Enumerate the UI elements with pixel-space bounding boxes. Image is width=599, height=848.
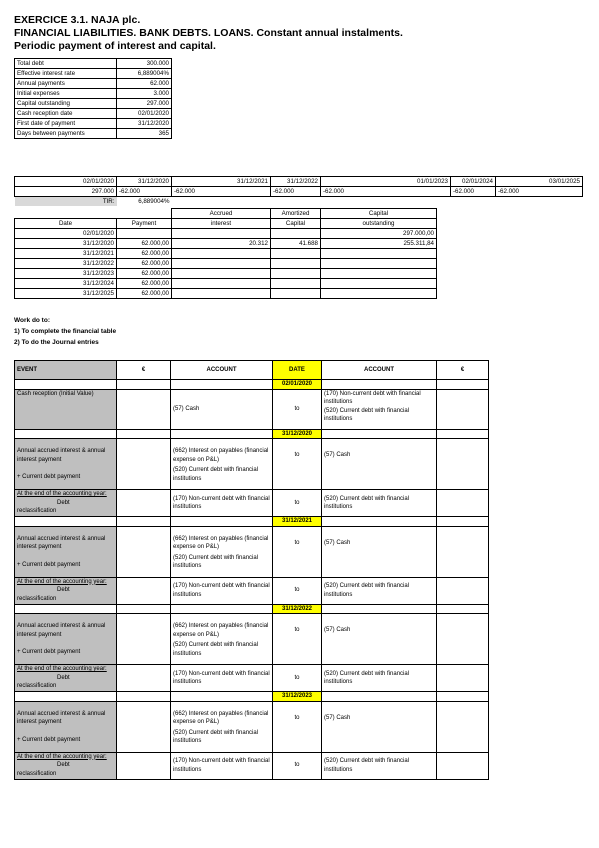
reclassification-row [15, 577, 489, 604]
cash-account: (57) Cash [324, 627, 351, 633]
annual-event [15, 439, 117, 490]
reclassification-row [15, 490, 489, 517]
reclass-label-1: At the end of the accounting year: [17, 578, 107, 585]
reclass-label-1: At the end of the accounting year: [17, 666, 107, 672]
current-debt-payment-label: + Current debt payment [17, 474, 81, 480]
reclass-label-1: At the end of the accounting year: [17, 491, 107, 497]
cashflow-date: 31/12/2020 [117, 177, 172, 187]
parameter-value: 365 [117, 129, 172, 139]
row-amortized[interactable]: 41.688 [271, 239, 321, 249]
cashflow-date: 31/12/2022 [271, 177, 321, 187]
parameter-label: Cash reception date [15, 109, 117, 119]
reclassification-event [15, 665, 117, 692]
header-capital: Capital [321, 209, 437, 219]
cash-reception-event: Cash reception (Initial Value) [15, 389, 117, 429]
current-debt-payment-label: + Current debt payment [17, 649, 81, 655]
cash-credit-current: (520) Current debt with financial institutions [324, 407, 410, 422]
reclassification-event [15, 577, 117, 604]
noncurrent-account: (170) Non-current debt with financial institutions [171, 577, 273, 604]
cash-account: (57) Cash [324, 452, 351, 458]
annual-event-label: Annual accrued interest & annual interest payment [17, 448, 106, 463]
journal-date-initial: 02/01/2020 [273, 380, 322, 390]
parameter-value: 6,889004% [117, 69, 172, 79]
current-account: (520) Current debt with financial institutions [322, 752, 437, 779]
current-debt-account: (520) Current debt with financial institutions [173, 467, 259, 482]
financial-row [15, 229, 437, 239]
work-item-1: 1) To complete the financial table [14, 328, 117, 335]
row-date: 31/12/2024 [15, 279, 117, 289]
row-amortized[interactable] [271, 289, 321, 299]
header-euro-debit: € [117, 361, 171, 380]
credit-accounts [322, 526, 437, 577]
reclass-label-2: Debt [57, 587, 70, 593]
annual-event [15, 526, 117, 577]
parameter-row [15, 59, 172, 69]
row-capital[interactable]: 297.000,00 [321, 229, 437, 239]
annual-payment-row [15, 701, 489, 752]
journal-date: 31/12/2020 [273, 429, 322, 439]
current-debt-payment-label: + Current debt payment [17, 561, 81, 568]
reclass-label-2: Debt [57, 762, 70, 768]
credit-accounts [322, 439, 437, 490]
journal-table [14, 360, 489, 780]
cash-account: (57) Cash [324, 539, 351, 546]
parameter-row [15, 79, 172, 89]
interest-account: (662) Interest on payables (financial expense on P&L) [173, 710, 269, 725]
parameter-row [15, 109, 172, 119]
reclassification-event [15, 752, 117, 779]
cash-to: to [273, 389, 322, 429]
debit-amount[interactable] [117, 526, 171, 577]
reclass-label-1: At the end of the accounting year: [17, 753, 107, 760]
annual-payment-row [15, 439, 489, 490]
row-interest[interactable] [172, 229, 271, 239]
reclass-credit-amount[interactable] [437, 490, 489, 517]
annual-to: to [273, 701, 322, 752]
reclass-debit-amount[interactable] [117, 577, 171, 604]
credit-accounts [322, 614, 437, 665]
header-account-debit: ACCOUNT [171, 361, 273, 380]
current-debt-account: (520) Current debt with financial institutions [173, 554, 259, 569]
work-item-2: 2) To do the Journal entries [14, 339, 99, 346]
current-account: (520) Current debt with financial institutions [322, 490, 437, 517]
cashflow-amount: -62.000 [451, 187, 496, 197]
row-capital[interactable] [321, 289, 437, 299]
header-accrued: Accrued [172, 209, 271, 219]
tir-value: 6,889004% [138, 198, 170, 205]
row-interest[interactable] [172, 259, 271, 269]
row-date: 31/12/2023 [15, 269, 117, 279]
current-account: (520) Current debt with financial institutions [322, 577, 437, 604]
cash-debit-amount[interactable] [117, 389, 171, 429]
cash-debit-account: (57) Cash [171, 389, 273, 429]
parameter-row [15, 99, 172, 109]
debit-amount[interactable] [117, 701, 171, 752]
reclass-label-3: reclassification [17, 770, 57, 777]
parameter-label: Total debt [15, 59, 117, 69]
cash-credit-amount[interactable] [437, 389, 489, 429]
row-amortized[interactable] [271, 269, 321, 279]
row-capital[interactable] [321, 269, 437, 279]
row-payment: 62.000,00 [117, 279, 172, 289]
title-line-3: Periodic payment of interest and capital. [14, 40, 216, 52]
row-payment: 62.000,00 [117, 239, 172, 249]
title-line-2: FINANCIAL LIABILITIES. BANK DEBTS. LOANS. Constant annual instalments. [14, 27, 403, 39]
header-event: EVENT [15, 361, 117, 380]
row-amortized[interactable] [271, 259, 321, 269]
cash-credit-noncurrent: (170) Non-current debt with financial institutions [324, 390, 421, 405]
row-interest[interactable]: 20.312 [172, 239, 271, 249]
row-interest[interactable] [172, 269, 271, 279]
cashflow-amount: -62.000 [496, 187, 583, 197]
annual-event [15, 701, 117, 752]
row-payment: 62.000,00 [117, 259, 172, 269]
parameter-value: 300.000 [117, 59, 172, 69]
debit-accounts [171, 701, 273, 752]
tir-label: TIR: [15, 197, 117, 207]
parameter-label: Annual payments [15, 79, 117, 89]
header-date: Date [15, 219, 117, 229]
annual-payment-row [15, 526, 489, 577]
reclass-credit-amount[interactable] [437, 577, 489, 604]
financial-row [15, 279, 437, 289]
row-date: 31/12/2022 [15, 259, 117, 269]
cashflow-dates-row [15, 177, 583, 187]
parameter-value: 62.000 [117, 79, 172, 89]
cashflow-amount: 297.000 [15, 187, 117, 197]
journal-date: 31/12/2022 [273, 604, 322, 614]
header-payment: Payment [117, 219, 172, 229]
header-date: DATE [273, 361, 322, 380]
financial-row [15, 269, 437, 279]
parameter-row [15, 119, 172, 129]
reclass-debit-amount[interactable] [117, 490, 171, 517]
reclass-to: to [273, 490, 322, 517]
noncurrent-account: (170) Non-current debt with financial institutions [171, 665, 273, 692]
cashflow-table [14, 176, 583, 206]
row-capital[interactable] [321, 259, 437, 269]
debit-amount[interactable] [117, 614, 171, 665]
header-account-credit: ACCOUNT [322, 361, 437, 380]
reclass-label-2: Debt [57, 499, 70, 506]
noncurrent-account: (170) Non-current debt with financial institutions [171, 490, 273, 517]
row-date: 02/01/2020 [15, 229, 117, 239]
parameter-label: Days between payments [15, 129, 117, 139]
financial-row [15, 289, 437, 299]
cashflow-amount: -62.000 [321, 187, 451, 197]
row-date: 31/12/2020 [15, 239, 117, 249]
header-euro-credit: € [437, 361, 489, 380]
header-capital-amortized: Capital [271, 219, 321, 229]
financial-row [15, 239, 437, 249]
noncurrent-account: (170) Non-current debt with financial institutions [171, 752, 273, 779]
reclass-label-3: reclassification [17, 595, 57, 602]
title-line-1: EXERCICE 3.1. NAJA plc. [14, 14, 141, 26]
parameter-label: Effective interest rate [15, 69, 117, 79]
annual-payment-row [15, 614, 489, 665]
row-capital[interactable] [321, 249, 437, 259]
cashflow-amount: -62.000 [172, 187, 271, 197]
interest-account: (662) Interest on payables (financial expense on P&L) [173, 535, 269, 550]
cashflow-amount: -62.000 [117, 187, 172, 197]
cashflow-date: 01/01/2023 [321, 177, 451, 187]
reclassification-row [15, 665, 489, 692]
cash-account: (57) Cash [324, 714, 351, 721]
credit-accounts [322, 701, 437, 752]
parameter-row [15, 89, 172, 99]
header-amortized: Amortized [271, 209, 321, 219]
financial-table [14, 208, 437, 299]
parameter-row [15, 69, 172, 79]
credit-amount[interactable] [437, 614, 489, 665]
row-amortized[interactable] [271, 229, 321, 239]
journal-date: 31/12/2021 [273, 517, 322, 527]
debit-amount[interactable] [117, 439, 171, 490]
cashflow-date: 02/01/2024 [451, 177, 496, 187]
row-amortized[interactable] [271, 279, 321, 289]
annual-event-label: Annual accrued interest & annual interest payment [17, 623, 106, 638]
financial-row [15, 259, 437, 269]
parameter-label: First date of payment [15, 119, 117, 129]
current-debt-account: (520) Current debt with financial institutions [173, 729, 259, 744]
reclass-label-2: Debt [57, 674, 70, 681]
row-interest[interactable] [172, 249, 271, 259]
debit-accounts [171, 614, 273, 665]
current-debt-payment-label: + Current debt payment [17, 736, 81, 743]
credit-amount[interactable] [437, 701, 489, 752]
reclass-debit-amount[interactable] [117, 665, 171, 692]
row-payment [117, 229, 172, 239]
interest-account: (662) Interest on payables (financial expense on P&L) [173, 448, 269, 463]
interest-account: (662) Interest on payables (financial expense on P&L) [173, 623, 269, 638]
journal-date: 31/12/2023 [273, 692, 322, 702]
cashflow-date: 02/01/2020 [15, 177, 117, 187]
cashflow-date: 03/01/2025 [496, 177, 583, 187]
reclass-to: to [273, 577, 322, 604]
credit-amount[interactable] [437, 526, 489, 577]
annual-to: to [273, 526, 322, 577]
annual-event-label: Annual accrued interest & annual interest payment [17, 710, 106, 725]
cashflow-amounts-row [15, 187, 583, 197]
reclassification-row [15, 752, 489, 779]
reclass-label-3: reclassification [17, 508, 57, 514]
annual-event [15, 614, 117, 665]
reclassification-event [15, 490, 117, 517]
cash-reception-row [15, 389, 489, 429]
work-heading: Work do to: [14, 317, 50, 324]
credit-amount[interactable] [437, 439, 489, 490]
financial-row [15, 249, 437, 259]
reclass-to: to [273, 665, 322, 692]
tir-row [15, 197, 583, 207]
cashflow-date: 31/12/2021 [172, 177, 271, 187]
parameter-value: 31/12/2020 [117, 119, 172, 129]
row-capital[interactable]: 255.311,84 [321, 239, 437, 249]
cash-credit-accounts [322, 389, 437, 429]
reclass-credit-amount[interactable] [437, 752, 489, 779]
annual-event-label: Annual accrued interest & annual interest payment [17, 535, 106, 550]
row-capital[interactable] [321, 279, 437, 289]
row-amortized[interactable] [271, 249, 321, 259]
parameter-value: 02/01/2020 [117, 109, 172, 119]
row-date: 31/12/2025 [15, 289, 117, 299]
current-debt-account: (520) Current debt with financial institutions [173, 642, 259, 657]
row-interest[interactable] [172, 289, 271, 299]
reclass-credit-amount[interactable] [437, 665, 489, 692]
parameters-table [14, 58, 172, 139]
row-date: 31/12/2021 [15, 249, 117, 259]
annual-to: to [273, 439, 322, 490]
current-account: (520) Current debt with financial institutions [322, 665, 437, 692]
reclass-debit-amount[interactable] [117, 752, 171, 779]
debit-accounts [171, 439, 273, 490]
parameter-value: 297.000 [117, 99, 172, 109]
reclass-to: to [273, 752, 322, 779]
parameter-label: Capital outstanding [15, 99, 117, 109]
journal-header-row [15, 361, 489, 380]
header-interest: interest [172, 219, 271, 229]
reclass-label-3: reclassification [17, 683, 57, 689]
row-payment: 62.000,00 [117, 289, 172, 299]
parameter-label: Initial expenses [15, 89, 117, 99]
row-payment: 62.000,00 [117, 249, 172, 259]
row-payment: 62.000,00 [117, 269, 172, 279]
header-outstanding: outstanding [321, 219, 437, 229]
parameter-row [15, 129, 172, 139]
annual-to: to [273, 614, 322, 665]
debit-accounts [171, 526, 273, 577]
parameter-value: 3.000 [117, 89, 172, 99]
cashflow-amount: -62.000 [271, 187, 321, 197]
row-interest[interactable] [172, 279, 271, 289]
